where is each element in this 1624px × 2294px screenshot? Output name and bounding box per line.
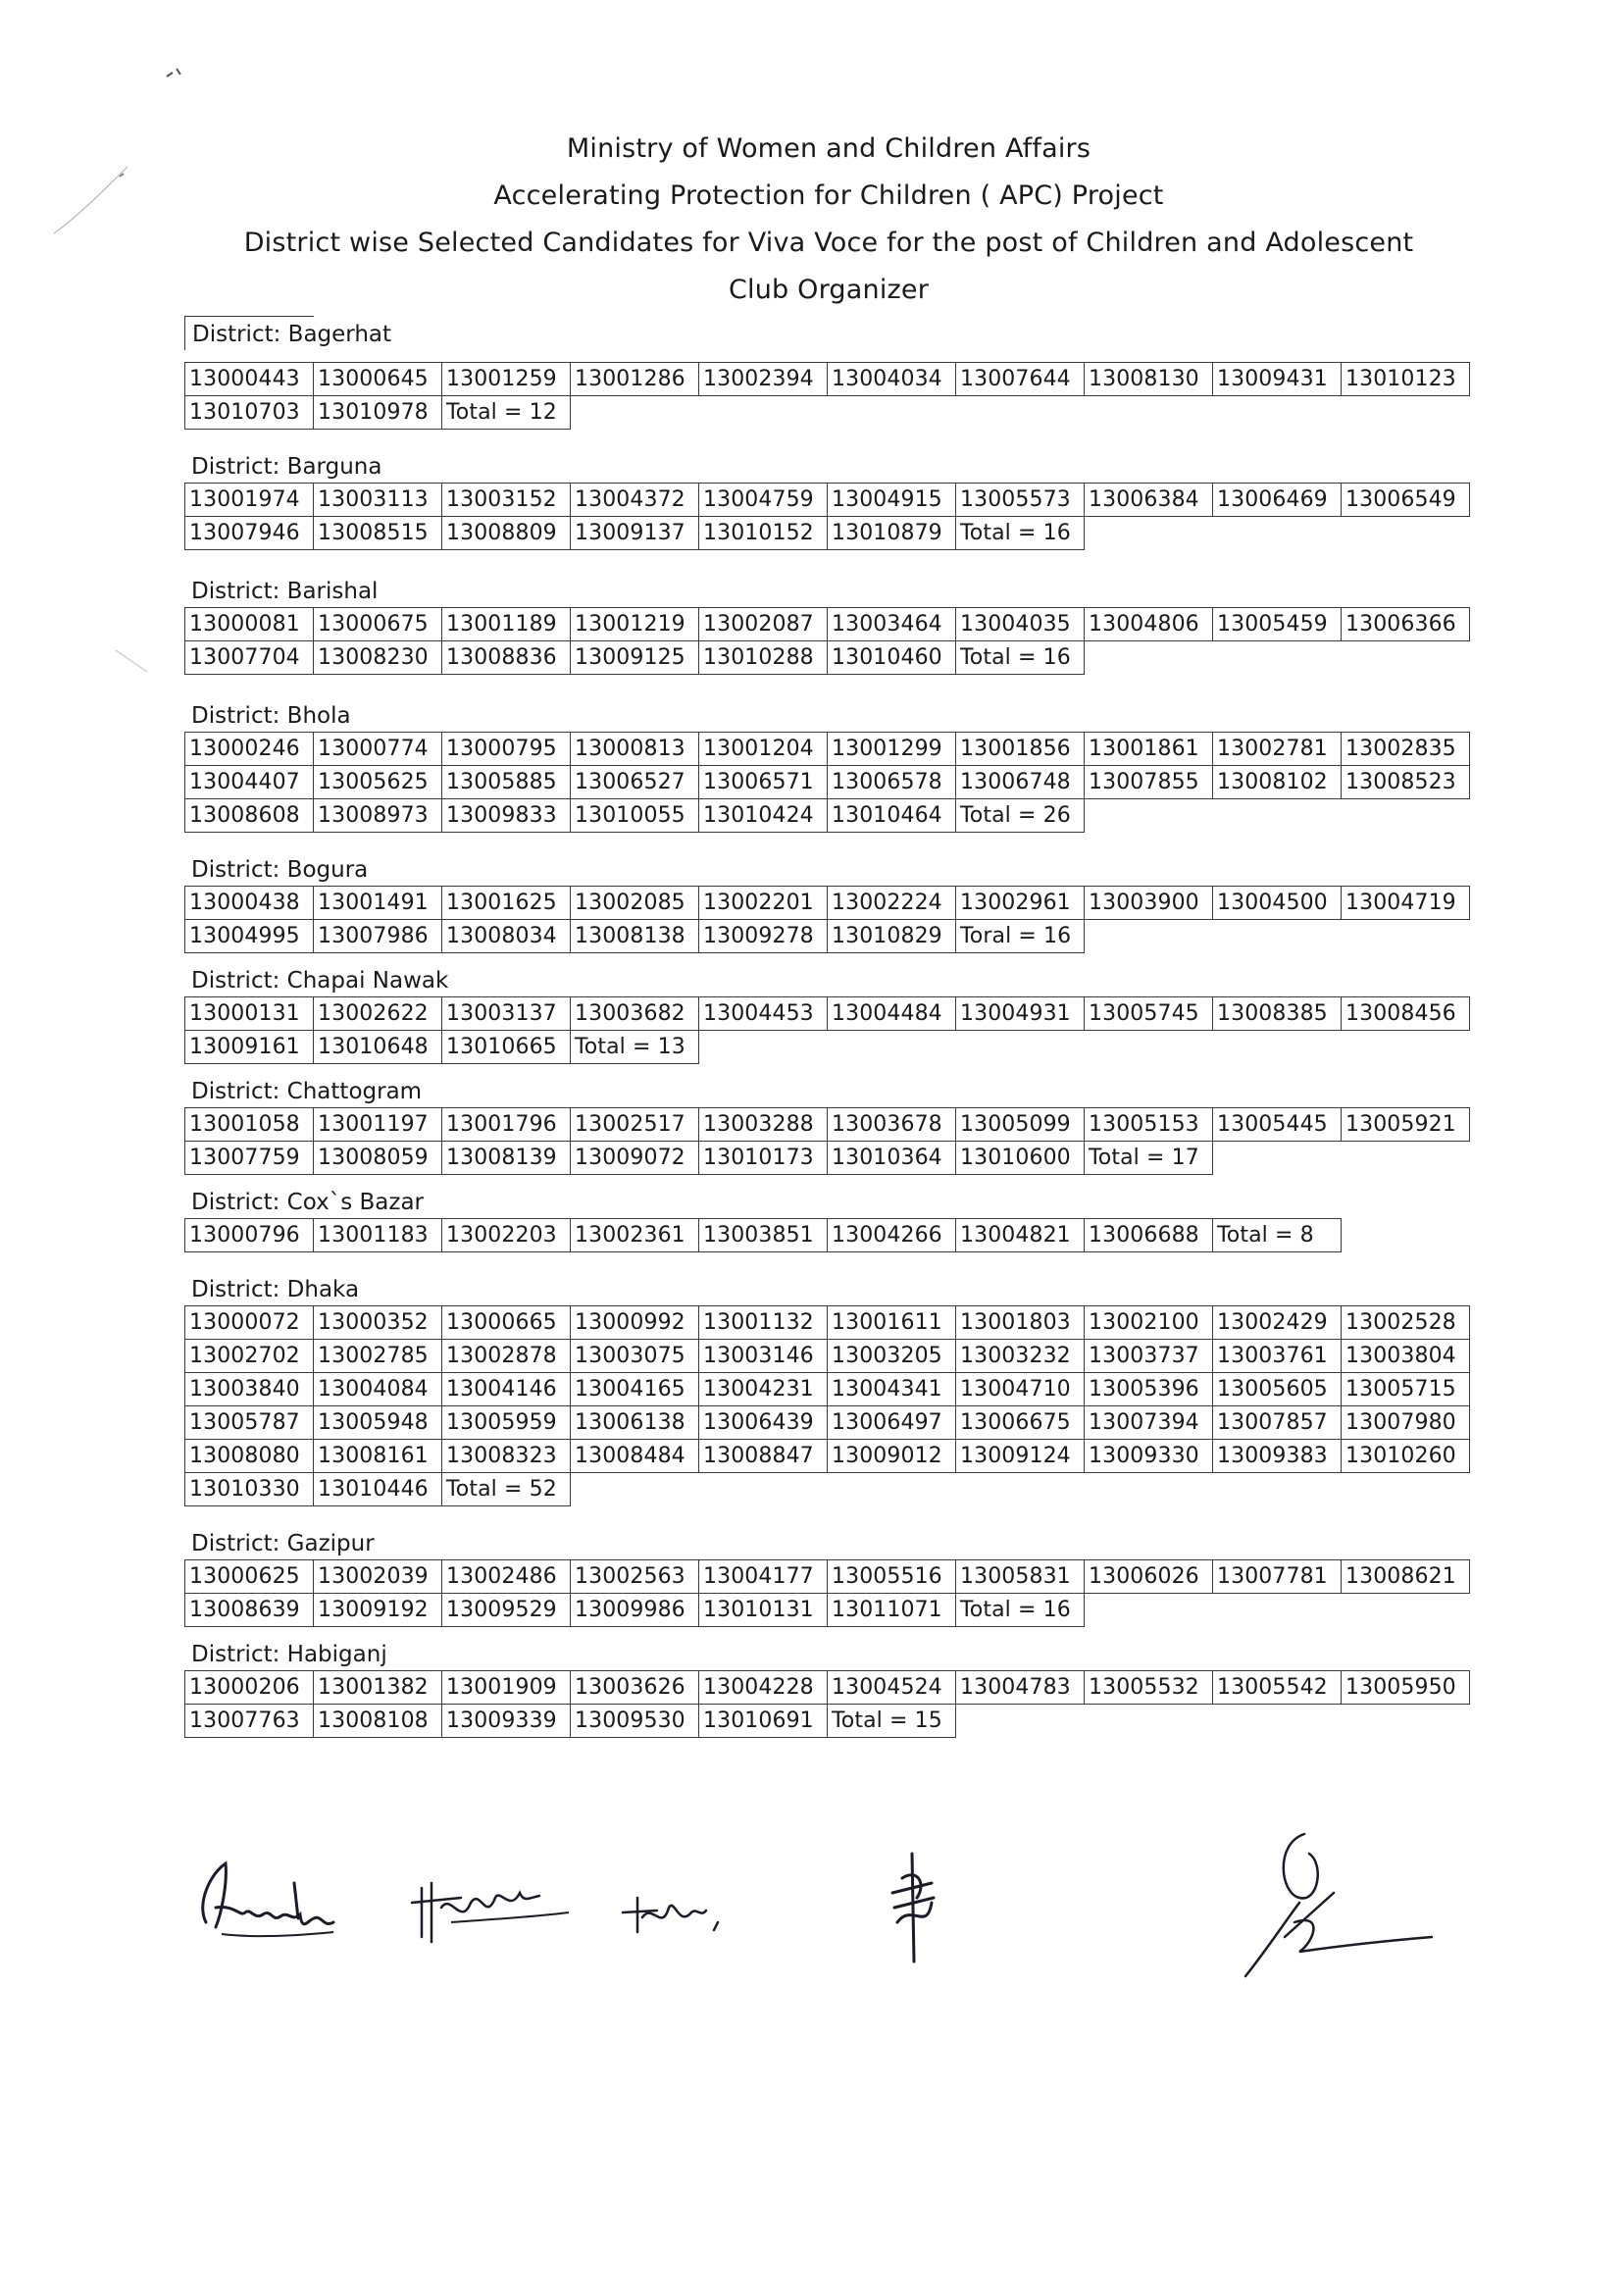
candidate-id-cell: 13009137: [571, 517, 699, 550]
candidate-id-cell: 13007781: [1213, 1560, 1342, 1594]
candidate-id-cell: 13002781: [1213, 733, 1342, 766]
table-row: [185, 1594, 1470, 1627]
table-row: [185, 1473, 1470, 1506]
candidate-id-cell: 13006384: [1085, 484, 1213, 517]
candidate-id-cell: 13007857: [1213, 1406, 1342, 1440]
candidate-table: [184, 362, 1470, 430]
candidate-id-cell: 13004266: [828, 1219, 956, 1252]
candidate-id-cell: 13006469: [1213, 484, 1342, 517]
candidate-id-cell: 13005605: [1213, 1373, 1342, 1406]
district-label: District: Gazipur: [191, 1531, 375, 1556]
candidate-id-cell: 13004231: [699, 1373, 828, 1406]
table-row: [185, 1219, 1342, 1252]
candidate-id-cell: 13003761: [1213, 1340, 1342, 1373]
signature-5: [1226, 1814, 1442, 1991]
total-cell: Total = 8: [1213, 1219, 1342, 1252]
candidate-id-cell: 13007986: [314, 920, 442, 953]
candidate-id-cell: 13008102: [1213, 766, 1342, 799]
candidate-table: [184, 1218, 1342, 1252]
candidate-table: [184, 886, 1470, 953]
scan-mark: [108, 642, 167, 682]
candidate-id-cell: 13004783: [956, 1671, 1085, 1705]
candidate-id-cell: 13000352: [314, 1306, 442, 1340]
candidate-table: [184, 732, 1470, 833]
candidate-id-cell: 13003075: [571, 1340, 699, 1373]
district-label: District: Bogura: [191, 857, 369, 883]
candidate-id-cell: 13005787: [185, 1406, 314, 1440]
candidate-id-cell: 13001132: [699, 1306, 828, 1340]
candidate-id-cell: 13003678: [828, 1108, 956, 1142]
candidate-id-cell: 13008809: [442, 517, 571, 550]
total-cell: Total = 26: [956, 799, 1085, 833]
candidate-id-cell: 13001259: [442, 363, 571, 396]
candidate-id-cell: 13009161: [185, 1031, 314, 1064]
candidate-id-cell: 13004719: [1342, 887, 1470, 920]
candidate-id-cell: 13002702: [185, 1340, 314, 1373]
candidate-id-cell: 13001286: [571, 363, 699, 396]
candidate-id-cell: 13009431: [1213, 363, 1342, 396]
candidate-id-cell: 13010424: [699, 799, 828, 833]
candidate-id-cell: 13008639: [185, 1594, 314, 1627]
candidate-id-cell: 13005445: [1213, 1108, 1342, 1142]
candidate-id-cell: 13007704: [185, 641, 314, 675]
candidate-id-cell: 13001219: [571, 608, 699, 641]
candidate-id-cell: 13008484: [571, 1440, 699, 1473]
candidate-id-cell: 13007855: [1085, 766, 1213, 799]
candidate-id-cell: 13008034: [442, 920, 571, 953]
candidate-id-cell: 13009192: [314, 1594, 442, 1627]
candidate-id-cell: 13009529: [442, 1594, 571, 1627]
candidate-id-cell: 13004931: [956, 997, 1085, 1031]
district-label: District: Chattogram: [191, 1079, 423, 1104]
candidate-id-cell: 13003146: [699, 1340, 828, 1373]
candidate-id-cell: 13004524: [828, 1671, 956, 1705]
candidate-id-cell: 13010665: [442, 1031, 571, 1064]
candidate-id-cell: 13011071: [828, 1594, 956, 1627]
table-row: [185, 484, 1470, 517]
candidate-id-cell: 13006497: [828, 1406, 956, 1440]
candidate-id-cell: 13002100: [1085, 1306, 1213, 1340]
candidate-id-cell: 13002563: [571, 1560, 699, 1594]
candidate-id-cell: 13005745: [1085, 997, 1213, 1031]
table-row: [185, 733, 1470, 766]
candidate-id-cell: 13005542: [1213, 1671, 1342, 1705]
table-row: [185, 363, 1470, 396]
candidate-id-cell: 13008059: [314, 1142, 442, 1175]
candidate-id-cell: 13000438: [185, 887, 314, 920]
candidate-id-cell: 13002201: [699, 887, 828, 920]
candidate-id-cell: 13002361: [571, 1219, 699, 1252]
table-row: [185, 641, 1470, 675]
candidate-id-cell: 13005715: [1342, 1373, 1470, 1406]
candidate-id-cell: 13009833: [442, 799, 571, 833]
candidate-id-cell: 13010978: [314, 396, 442, 430]
table-row: [185, 608, 1470, 641]
candidate-id-cell: 13008621: [1342, 1560, 1470, 1594]
candidate-id-cell: 13006527: [571, 766, 699, 799]
signature-1: [186, 1844, 353, 1952]
district-label: District: Barguna: [191, 454, 382, 480]
candidate-id-cell: 13006026: [1085, 1560, 1213, 1594]
table-row: [185, 1306, 1470, 1340]
table-row: [185, 396, 1470, 430]
candidate-id-cell: 13008385: [1213, 997, 1342, 1031]
candidate-id-cell: 13008080: [185, 1440, 314, 1473]
total-cell: Total = 16: [956, 641, 1085, 675]
candidate-id-cell: 13003152: [442, 484, 571, 517]
candidate-id-cell: 13004228: [699, 1671, 828, 1705]
candidate-id-cell: 13001803: [956, 1306, 1085, 1340]
candidate-id-cell: 13000992: [571, 1306, 699, 1340]
candidate-id-cell: 13008138: [571, 920, 699, 953]
candidate-id-cell: 13008130: [1085, 363, 1213, 396]
district-block: [184, 451, 1479, 550]
signature-3: [608, 1873, 736, 1952]
candidate-id-cell: 13005959: [442, 1406, 571, 1440]
candidate-id-cell: 13007980: [1342, 1406, 1470, 1440]
candidate-id-cell: 13010152: [699, 517, 828, 550]
candidate-id-cell: 13010460: [828, 641, 956, 675]
district-label: District: Chapai Nawak: [191, 968, 449, 994]
candidate-id-cell: 13000665: [442, 1306, 571, 1340]
candidate-id-cell: 13005948: [314, 1406, 442, 1440]
candidate-id-cell: 13000675: [314, 608, 442, 641]
candidate-table: [184, 1559, 1470, 1627]
candidate-id-cell: 13010288: [699, 641, 828, 675]
candidate-id-cell: 13006748: [956, 766, 1085, 799]
candidate-id-cell: 13008139: [442, 1142, 571, 1175]
candidate-id-cell: 13003464: [828, 608, 956, 641]
district-label: District: Bhola: [191, 703, 351, 729]
candidate-id-cell: 13006549: [1342, 484, 1470, 517]
candidate-id-cell: 13002429: [1213, 1306, 1342, 1340]
candidate-id-cell: 13002961: [956, 887, 1085, 920]
table-row: [185, 1440, 1470, 1473]
candidate-id-cell: 13010829: [828, 920, 956, 953]
candidate-id-cell: 13006366: [1342, 608, 1470, 641]
total-cell: Total = 12: [442, 396, 571, 430]
table-row: [185, 1705, 1470, 1738]
candidate-id-cell: 13010879: [828, 517, 956, 550]
candidate-id-cell: 13000443: [185, 363, 314, 396]
candidate-id-cell: 13001491: [314, 887, 442, 920]
candidate-id-cell: 13004759: [699, 484, 828, 517]
candidate-id-cell: 13002517: [571, 1108, 699, 1142]
candidate-id-cell: 13001974: [185, 484, 314, 517]
candidate-table: [184, 1107, 1470, 1175]
candidate-id-cell: 13002224: [828, 887, 956, 920]
candidate-id-cell: 13002394: [699, 363, 828, 396]
candidate-id-cell: 13001299: [828, 733, 956, 766]
candidate-id-cell: 13001197: [314, 1108, 442, 1142]
candidate-id-cell: 13000813: [571, 733, 699, 766]
candidate-id-cell: 13002785: [314, 1340, 442, 1373]
candidate-id-cell: 13000625: [185, 1560, 314, 1594]
candidate-id-cell: 13003737: [1085, 1340, 1213, 1373]
candidate-id-cell: 13007763: [185, 1705, 314, 1738]
candidate-id-cell: 13008847: [699, 1440, 828, 1473]
candidate-id-cell: 13002878: [442, 1340, 571, 1373]
list-title: District wise Selected Candidates for Viva Voce for the post of Children and Adolescent: [243, 228, 1414, 258]
candidate-id-cell: 13003113: [314, 484, 442, 517]
candidate-id-cell: 13001189: [442, 608, 571, 641]
candidate-id-cell: 13006688: [1085, 1219, 1213, 1252]
candidate-id-cell: 13001909: [442, 1671, 571, 1705]
candidate-id-cell: 13001856: [956, 733, 1085, 766]
candidate-id-cell: 13005396: [1085, 1373, 1213, 1406]
candidate-id-cell: 13003626: [571, 1671, 699, 1705]
candidate-id-cell: 13005625: [314, 766, 442, 799]
candidate-id-cell: 13005532: [1085, 1671, 1213, 1705]
candidate-id-cell: 13000206: [185, 1671, 314, 1705]
candidate-id-cell: 13010260: [1342, 1440, 1470, 1473]
candidate-id-cell: 13009125: [571, 641, 699, 675]
candidate-id-cell: 13008523: [1342, 766, 1470, 799]
signature-area: [186, 1844, 1461, 2001]
candidate-id-cell: 13000072: [185, 1306, 314, 1340]
signature-2: [402, 1859, 579, 1957]
district-block: [184, 1274, 1479, 1506]
table-row: [185, 1031, 1470, 1064]
table-row: [185, 1340, 1470, 1373]
candidate-id-cell: 13009339: [442, 1705, 571, 1738]
candidate-id-cell: 13005831: [956, 1560, 1085, 1594]
candidate-id-cell: 13004500: [1213, 887, 1342, 920]
candidate-id-cell: 13010648: [314, 1031, 442, 1064]
candidate-id-cell: 13001058: [185, 1108, 314, 1142]
candidate-id-cell: 13004806: [1085, 608, 1213, 641]
candidate-id-cell: 13007644: [956, 363, 1085, 396]
total-cell: Total = 16: [956, 517, 1085, 550]
candidate-id-cell: 13000796: [185, 1219, 314, 1252]
district-block: [184, 965, 1479, 1064]
table-row: [185, 920, 1470, 953]
table-row: [185, 1373, 1470, 1406]
district-block: [184, 1076, 1479, 1175]
candidate-id-cell: 13004484: [828, 997, 956, 1031]
table-row: [185, 766, 1470, 799]
candidate-id-cell: 13007946: [185, 517, 314, 550]
candidate-id-cell: 13005099: [956, 1108, 1085, 1142]
table-row: [185, 517, 1470, 550]
district-label: District: Barishal: [191, 579, 379, 604]
candidate-id-cell: 13008515: [314, 517, 442, 550]
candidate-id-cell: 13008836: [442, 641, 571, 675]
table-row: [185, 1142, 1470, 1175]
table-row: [185, 997, 1470, 1031]
candidate-id-cell: 13002203: [442, 1219, 571, 1252]
total-cell: Total = 15: [828, 1705, 956, 1738]
candidate-id-cell: 13010691: [699, 1705, 828, 1738]
candidate-id-cell: 13001611: [828, 1306, 956, 1340]
candidate-id-cell: 13005459: [1213, 608, 1342, 641]
candidate-table: [184, 607, 1470, 675]
candidate-id-cell: 13010330: [185, 1473, 314, 1506]
ministry-title: Ministry of Women and Children Affairs: [566, 133, 1091, 164]
candidate-id-cell: 13003137: [442, 997, 571, 1031]
candidate-id-cell: 13005950: [1342, 1671, 1470, 1705]
candidate-id-cell: 13006138: [571, 1406, 699, 1440]
total-cell: Toral = 16: [956, 920, 1085, 953]
candidate-id-cell: 13002622: [314, 997, 442, 1031]
list-title-continued: Club Organizer: [728, 275, 930, 305]
candidate-id-cell: 13010131: [699, 1594, 828, 1627]
candidate-id-cell: 13009278: [699, 920, 828, 953]
table-row: [185, 1560, 1470, 1594]
candidate-id-cell: 13003205: [828, 1340, 956, 1373]
district-label: District: Bagerhat: [184, 316, 314, 350]
candidate-table: [184, 1670, 1470, 1738]
candidate-id-cell: 13004035: [956, 608, 1085, 641]
candidate-id-cell: 13004177: [699, 1560, 828, 1594]
candidate-id-cell: 13010173: [699, 1142, 828, 1175]
candidate-id-cell: 13003682: [571, 997, 699, 1031]
candidate-id-cell: 13008973: [314, 799, 442, 833]
total-cell: Total = 17: [1085, 1142, 1213, 1175]
candidate-id-cell: 13006578: [828, 766, 956, 799]
candidate-id-cell: 13004995: [185, 920, 314, 953]
candidate-id-cell: 13009124: [956, 1440, 1085, 1473]
document-header: [0, 126, 1624, 314]
table-row: [185, 1406, 1470, 1440]
candidate-id-cell: 13008456: [1342, 997, 1470, 1031]
candidate-id-cell: 13002039: [314, 1560, 442, 1594]
candidate-id-cell: 13010464: [828, 799, 956, 833]
total-cell: Total = 16: [956, 1594, 1085, 1627]
candidate-id-cell: 13009012: [828, 1440, 956, 1473]
candidate-id-cell: 13004710: [956, 1373, 1085, 1406]
candidate-id-cell: 13002486: [442, 1560, 571, 1594]
candidate-id-cell: 13000774: [314, 733, 442, 766]
district-block: [184, 854, 1479, 953]
candidate-id-cell: 13008161: [314, 1440, 442, 1473]
candidate-id-cell: 13002087: [699, 608, 828, 641]
candidate-id-cell: 13007394: [1085, 1406, 1213, 1440]
district-block: [184, 576, 1479, 675]
candidate-id-cell: 13002528: [1342, 1306, 1470, 1340]
candidate-id-cell: 13000131: [185, 997, 314, 1031]
candidate-id-cell: 13008608: [185, 799, 314, 833]
candidate-id-cell: 13004372: [571, 484, 699, 517]
candidate-id-cell: 13001204: [699, 733, 828, 766]
candidate-id-cell: 13000795: [442, 733, 571, 766]
signature-4: [873, 1844, 951, 1971]
candidate-id-cell: 13006675: [956, 1406, 1085, 1440]
candidate-id-cell: 13010703: [185, 396, 314, 430]
candidate-id-cell: 13003232: [956, 1340, 1085, 1373]
candidate-id-cell: 13004165: [571, 1373, 699, 1406]
candidate-id-cell: 13004341: [828, 1373, 956, 1406]
candidate-id-cell: 13010364: [828, 1142, 956, 1175]
candidate-id-cell: 13003804: [1342, 1340, 1470, 1373]
table-row: [185, 1108, 1470, 1142]
candidate-table: [184, 996, 1470, 1064]
candidate-id-cell: 13007759: [185, 1142, 314, 1175]
project-title: Accelerating Protection for Children ( APC) Project: [493, 180, 1164, 211]
candidate-id-cell: 13005516: [828, 1560, 956, 1594]
candidate-id-cell: 13001625: [442, 887, 571, 920]
candidate-id-cell: 13006571: [699, 766, 828, 799]
candidate-id-cell: 13001382: [314, 1671, 442, 1705]
candidate-id-cell: 13008323: [442, 1440, 571, 1473]
candidate-id-cell: 13000081: [185, 608, 314, 641]
candidate-id-cell: 13009530: [571, 1705, 699, 1738]
candidate-id-cell: 13006439: [699, 1406, 828, 1440]
district-label: District: Cox`s Bazar: [191, 1190, 424, 1215]
district-label: District: Dhaka: [191, 1277, 360, 1302]
district-block: [184, 1528, 1479, 1627]
district-label: District: Habiganj: [191, 1642, 387, 1667]
candidate-id-cell: 13004146: [442, 1373, 571, 1406]
candidate-id-cell: 13004821: [956, 1219, 1085, 1252]
candidate-id-cell: 13005573: [956, 484, 1085, 517]
total-cell: Total = 52: [442, 1473, 571, 1506]
candidate-id-cell: 13008108: [314, 1705, 442, 1738]
table-row: [185, 799, 1470, 833]
table-row: [185, 1671, 1470, 1705]
district-block: [184, 1639, 1479, 1738]
candidate-id-cell: 13000246: [185, 733, 314, 766]
candidate-id-cell: 13009330: [1085, 1440, 1213, 1473]
candidate-id-cell: 13003840: [185, 1373, 314, 1406]
candidate-id-cell: 13002085: [571, 887, 699, 920]
candidate-id-cell: 13003900: [1085, 887, 1213, 920]
candidate-id-cell: 13001861: [1085, 733, 1213, 766]
total-cell: Total = 13: [571, 1031, 699, 1064]
table-row: [185, 887, 1470, 920]
candidate-id-cell: 13004407: [185, 766, 314, 799]
candidate-id-cell: 13001183: [314, 1219, 442, 1252]
candidate-id-cell: 13009986: [571, 1594, 699, 1627]
district-list: [184, 316, 1479, 1738]
district-block: [184, 1187, 1479, 1252]
candidate-id-cell: 13009383: [1213, 1440, 1342, 1473]
candidate-id-cell: 13001796: [442, 1108, 571, 1142]
candidate-id-cell: 13010055: [571, 799, 699, 833]
candidate-id-cell: 13010446: [314, 1473, 442, 1506]
candidate-id-cell: 13010123: [1342, 363, 1470, 396]
candidate-id-cell: 13000645: [314, 363, 442, 396]
candidate-id-cell: 13004034: [828, 363, 956, 396]
district-block: [184, 316, 1479, 430]
candidate-id-cell: 13005885: [442, 766, 571, 799]
candidate-id-cell: 13008230: [314, 641, 442, 675]
candidate-table: [184, 483, 1470, 550]
candidate-id-cell: 13003851: [699, 1219, 828, 1252]
candidate-id-cell: 13005153: [1085, 1108, 1213, 1142]
candidate-id-cell: 13005921: [1342, 1108, 1470, 1142]
district-block: [184, 700, 1479, 833]
candidate-id-cell: 13003288: [699, 1108, 828, 1142]
candidate-id-cell: 13002835: [1342, 733, 1470, 766]
candidate-id-cell: 13004915: [828, 484, 956, 517]
candidate-id-cell: 13004084: [314, 1373, 442, 1406]
candidate-id-cell: 13009072: [571, 1142, 699, 1175]
candidate-id-cell: 13010600: [956, 1142, 1085, 1175]
candidate-id-cell: 13004453: [699, 997, 828, 1031]
candidate-table: [184, 1305, 1470, 1506]
